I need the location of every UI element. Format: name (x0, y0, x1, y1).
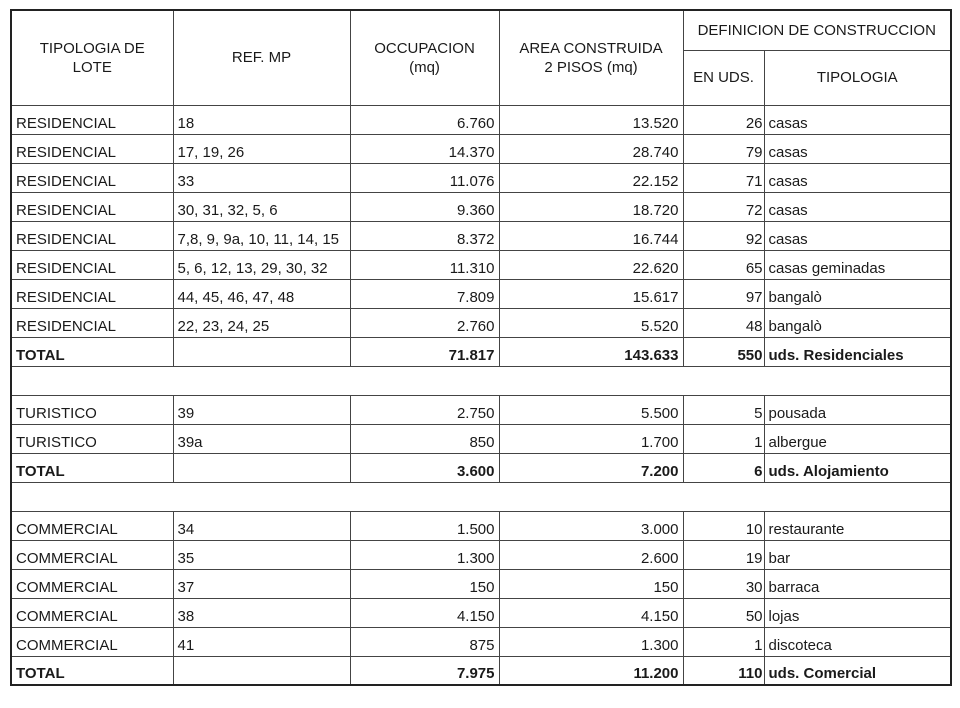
cell-ref: 22, 23, 24, 25 (173, 308, 350, 337)
cell-occ: 2.750 (350, 395, 499, 424)
cell-tipo: casas (764, 105, 951, 134)
total-row (11, 337, 951, 366)
spacer-row (11, 482, 951, 511)
cell-area: 2.600 (499, 540, 683, 569)
header-occupacion: OCCUPACION (mq) (350, 10, 499, 105)
cell-occ: 8.372 (350, 221, 499, 250)
header-en-uds: EN UDS. (683, 50, 764, 105)
cell-lote: RESIDENCIAL (11, 192, 173, 221)
cell-tipo: discoteca (764, 627, 951, 656)
cell-uds: 1 (683, 627, 764, 656)
total-area: 7.200 (499, 453, 683, 482)
cell-ref: 7,8, 9, 9a, 10, 11, 14, 15 (173, 221, 350, 250)
cell-lote: RESIDENCIAL (11, 163, 173, 192)
cell-lote: COMMERCIAL (11, 569, 173, 598)
total-row (11, 453, 951, 482)
cell-occ: 4.150 (350, 598, 499, 627)
cell-occ: 11.076 (350, 163, 499, 192)
table-row (11, 395, 951, 424)
table-row (11, 424, 951, 453)
cell-lote: RESIDENCIAL (11, 308, 173, 337)
cell-lote: TURISTICO (11, 424, 173, 453)
header-definicion: DEFINICION DE CONSTRUCCION (683, 10, 951, 50)
total-uds: 550 (683, 337, 764, 366)
total-tipo: uds. Residenciales (764, 337, 951, 366)
cell-area: 150 (499, 569, 683, 598)
cell-occ: 11.310 (350, 250, 499, 279)
cell-tipo: bangalò (764, 308, 951, 337)
cell-occ: 14.370 (350, 134, 499, 163)
total-tipo: uds. Alojamiento (764, 453, 951, 482)
cell-uds: 10 (683, 511, 764, 540)
header-ref-mp: REF. MP (173, 10, 350, 105)
cell-lote: COMMERCIAL (11, 540, 173, 569)
cell-tipo: albergue (764, 424, 951, 453)
cell-uds: 5 (683, 395, 764, 424)
cell-uds: 19 (683, 540, 764, 569)
cell-tipo: pousada (764, 395, 951, 424)
total-empty (173, 656, 350, 685)
cell-occ: 850 (350, 424, 499, 453)
cell-uds: 92 (683, 221, 764, 250)
cell-ref: 34 (173, 511, 350, 540)
cell-ref: 5, 6, 12, 13, 29, 30, 32 (173, 250, 350, 279)
cell-tipo: casas geminadas (764, 250, 951, 279)
cell-tipo: lojas (764, 598, 951, 627)
cell-uds: 30 (683, 569, 764, 598)
cell-uds: 72 (683, 192, 764, 221)
cell-area: 5.500 (499, 395, 683, 424)
cell-uds: 97 (683, 279, 764, 308)
table-row (11, 627, 951, 656)
cell-area: 3.000 (499, 511, 683, 540)
cell-tipo: casas (764, 134, 951, 163)
table-row (11, 540, 951, 569)
cell-lote: RESIDENCIAL (11, 279, 173, 308)
cell-uds: 26 (683, 105, 764, 134)
cell-lote: TURISTICO (11, 395, 173, 424)
spacer-cell (11, 366, 951, 395)
cell-area: 5.520 (499, 308, 683, 337)
cell-ref: 39 (173, 395, 350, 424)
cell-area: 18.720 (499, 192, 683, 221)
table-row (11, 569, 951, 598)
cell-occ: 1.500 (350, 511, 499, 540)
cell-area: 28.740 (499, 134, 683, 163)
cell-tipo: casas (764, 192, 951, 221)
cell-lote: COMMERCIAL (11, 511, 173, 540)
table-row (11, 163, 951, 192)
cell-uds: 1 (683, 424, 764, 453)
cell-area: 15.617 (499, 279, 683, 308)
total-label: TOTAL (11, 453, 173, 482)
cell-ref: 41 (173, 627, 350, 656)
spacer-cell (11, 482, 951, 511)
cell-ref: 18 (173, 105, 350, 134)
cell-uds: 48 (683, 308, 764, 337)
cell-occ: 7.809 (350, 279, 499, 308)
cell-lote: COMMERCIAL (11, 598, 173, 627)
total-row (11, 656, 951, 685)
cell-ref: 35 (173, 540, 350, 569)
spacer-row (11, 366, 951, 395)
table-row (11, 279, 951, 308)
cell-tipo: barraca (764, 569, 951, 598)
cell-occ: 150 (350, 569, 499, 598)
cell-lote: RESIDENCIAL (11, 221, 173, 250)
table-row (11, 511, 951, 540)
cell-area: 16.744 (499, 221, 683, 250)
total-label: TOTAL (11, 337, 173, 366)
cell-occ: 9.360 (350, 192, 499, 221)
header-area-construida: AREA CONSTRUIDA 2 PISOS (mq) (499, 10, 683, 105)
cell-area: 1.300 (499, 627, 683, 656)
total-occ: 7.975 (350, 656, 499, 685)
cell-ref: 37 (173, 569, 350, 598)
table-row (11, 221, 951, 250)
cell-tipo: bar (764, 540, 951, 569)
table-row (11, 308, 951, 337)
cell-ref: 38 (173, 598, 350, 627)
header-tipologia-lote: TIPOLOGIA DE LOTE (11, 10, 173, 105)
table-row (11, 134, 951, 163)
cell-occ: 875 (350, 627, 499, 656)
cell-ref: 33 (173, 163, 350, 192)
cell-lote: RESIDENCIAL (11, 105, 173, 134)
cell-uds: 71 (683, 163, 764, 192)
cell-tipo: casas (764, 163, 951, 192)
cell-ref: 39a (173, 424, 350, 453)
cell-area: 13.520 (499, 105, 683, 134)
cell-ref: 30, 31, 32, 5, 6 (173, 192, 350, 221)
total-area: 143.633 (499, 337, 683, 366)
cell-occ: 6.760 (350, 105, 499, 134)
table-row (11, 105, 951, 134)
cell-ref: 44, 45, 46, 47, 48 (173, 279, 350, 308)
table-body (11, 105, 951, 685)
cell-lote: RESIDENCIAL (11, 250, 173, 279)
total-empty (173, 337, 350, 366)
total-uds: 110 (683, 656, 764, 685)
cell-occ: 2.760 (350, 308, 499, 337)
table-row (11, 250, 951, 279)
header-tipologia: TIPOLOGIA (764, 50, 951, 105)
table-row (11, 192, 951, 221)
cell-uds: 50 (683, 598, 764, 627)
cell-tipo: bangalò (764, 279, 951, 308)
total-tipo: uds. Comercial (764, 656, 951, 685)
cell-uds: 65 (683, 250, 764, 279)
cell-lote: RESIDENCIAL (11, 134, 173, 163)
cell-area: 4.150 (499, 598, 683, 627)
total-uds: 6 (683, 453, 764, 482)
total-empty (173, 453, 350, 482)
total-occ: 71.817 (350, 337, 499, 366)
construction-table (10, 9, 952, 686)
cell-uds: 79 (683, 134, 764, 163)
cell-lote: COMMERCIAL (11, 627, 173, 656)
total-area: 11.200 (499, 656, 683, 685)
table-row (11, 598, 951, 627)
cell-ref: 17, 19, 26 (173, 134, 350, 163)
cell-area: 22.152 (499, 163, 683, 192)
cell-tipo: casas (764, 221, 951, 250)
cell-area: 22.620 (499, 250, 683, 279)
cell-tipo: restaurante (764, 511, 951, 540)
cell-area: 1.700 (499, 424, 683, 453)
total-label: TOTAL (11, 656, 173, 685)
total-occ: 3.600 (350, 453, 499, 482)
cell-occ: 1.300 (350, 540, 499, 569)
